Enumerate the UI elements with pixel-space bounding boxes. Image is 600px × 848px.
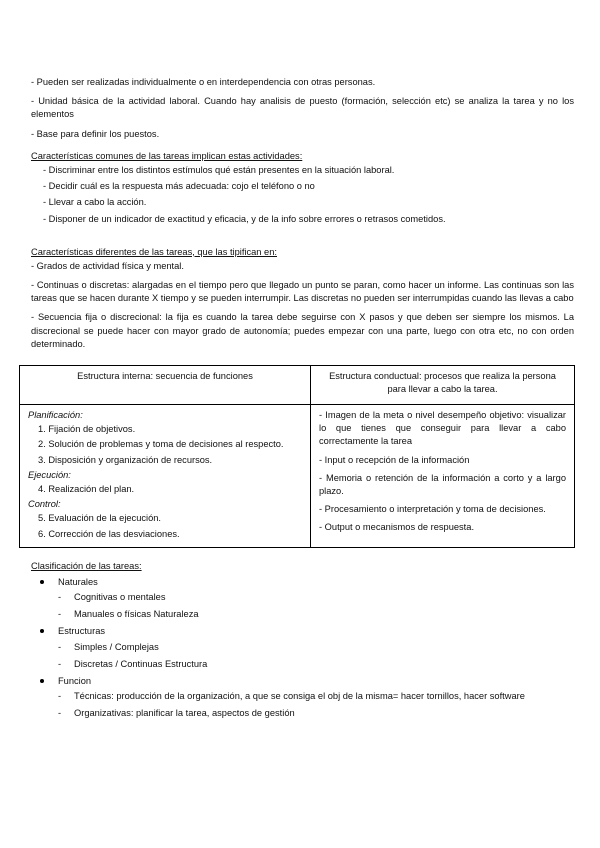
group-label: Naturales <box>58 576 98 587</box>
classification-group <box>31 576 574 622</box>
phase-planning: Planificación: <box>28 410 83 420</box>
process-item: - Procesamiento o interpretación y toma de decisiones. <box>319 504 546 515</box>
structure-table <box>19 365 575 548</box>
phase-step: 3. Disposición y organización de recursos. <box>38 454 213 465</box>
common-item: - Decidir cuál es la respuesta más adecuada: cojo el teléfono o no <box>43 181 315 192</box>
process-item: - Output o mecanismos de respuesta. <box>319 522 475 533</box>
header-internal-structure: Estructura interna: secuencia de funciones <box>20 366 311 405</box>
classification-title: Clasificación de las tareas: <box>31 560 142 571</box>
list-item: - Técnicas: producción de la organización, a que se consiga el obj de la misma= hacer tornillos, hacer software <box>58 690 574 703</box>
common-item: - Llevar a cabo la acción. <box>43 197 147 208</box>
process-item: - Input o recepción de la información <box>319 454 470 465</box>
phase-step: 2. Solución de problemas y toma de decisiones al respecto. <box>38 439 284 450</box>
common-item: - Disponer de un indicador de exactitud y eficacia, y de la info sobre errores o retrasos cometidos. <box>43 213 446 224</box>
different-characteristics-title: Características diferentes de las tareas, que las tipifican en: <box>31 246 277 257</box>
list-item: - Organizativas: planificar la tarea, aspectos de gestión <box>58 707 574 720</box>
process-item: - Memoria o retención de la información a corto y a largo plazo. <box>319 472 566 496</box>
phase-step: 5. Evaluación de la ejecución. <box>38 513 162 524</box>
intro-line: - Base para definir los puestos. <box>31 128 160 139</box>
list-item: - Simples / Complejas <box>58 641 574 654</box>
classification-list <box>31 576 574 721</box>
internal-structure-cell <box>20 405 311 548</box>
phase-execution: Ejecución: <box>28 469 71 480</box>
different-item: - Grados de actividad física y mental. <box>31 260 184 271</box>
group-label: Funcion <box>58 676 92 686</box>
intro-line: - Unidad básica de la actividad laboral. Cuando hay analisis de puesto (formación, selección etc) se analiza la tarea y no los elementos <box>31 96 574 120</box>
different-item: - Secuencia fija o discrecional: la fija es cuando la tarea debe seguirse con X pasos y que deben ser siempre los mismos. La discrecional se puede hacer con mayor grado de autonomía; puedes empezar con una parte, luego con otra etc, no con orden determinado. <box>31 312 574 349</box>
different-item: - Continuas o discretas: alargadas en el tiempo pero que llegado un punto se paran, como hacer un informe. Las continuas son las tareas que se hacen durante X tiempo y se pueden interrumpir. Las discretas no pueden ser interrumpidas cuando las llevas a cabo <box>31 280 574 304</box>
phase-step: 4. Realización del plan. <box>38 483 135 494</box>
list-item: - Discretas / Continuas Estructura <box>58 658 574 671</box>
header-behavioral-structure: Estructura conductual: procesos que realiza la persona para llevar a cabo la tarea. <box>311 366 575 405</box>
phase-step: 1. Fijación de objetivos. <box>38 424 136 435</box>
classification-group <box>31 625 574 671</box>
classification-group <box>31 675 574 721</box>
group-label: Estructuras <box>58 626 106 637</box>
list-item: - Manuales o físicas Naturaleza <box>58 608 574 621</box>
process-item: - Imagen de la meta o nivel desempeño objetivo: visualizar lo que tienes que conseguir para llevar a cabo correctamente la tarea <box>319 410 566 447</box>
list-item: - Cognitivas o mentales <box>58 591 574 604</box>
document-page <box>28 76 574 725</box>
common-item: - Discriminar entre los distintos estímulos qué están presentes en la situación laboral. <box>43 164 395 175</box>
phase-control: Control: <box>28 499 61 510</box>
intro-line: - Pueden ser realizadas individualmente o en interdependencia con otras personas. <box>31 77 376 87</box>
behavioral-structure-cell <box>311 405 575 548</box>
phase-step: 6. Corrección de las desviaciones. <box>38 528 180 539</box>
common-characteristics-title: Características comunes de las tareas implican estas actividades: <box>31 150 303 161</box>
